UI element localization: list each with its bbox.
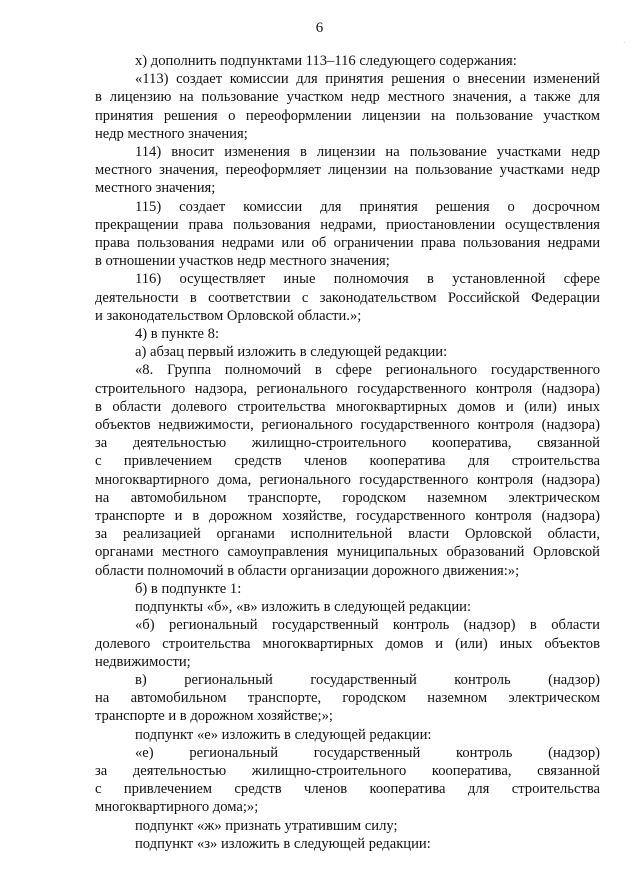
paragraph bbox=[95, 70, 600, 143]
text-line: транспорте и в дорожном хозяйстве, государственного контроля (надзора) bbox=[95, 508, 600, 525]
text-line: недвижимости; bbox=[95, 653, 191, 670]
paragraph bbox=[95, 270, 600, 325]
text-line: а) абзац первый изложить в следующей редакции: bbox=[135, 344, 448, 361]
page-number: 6 bbox=[315, 20, 324, 36]
text-line: б) в подпункте 1: bbox=[135, 580, 242, 597]
text-line: с привлечением средств членов кооператива для строительства bbox=[95, 781, 600, 798]
text-line: 114) вносит изменения в лицензии на пользование участками недр bbox=[135, 144, 600, 161]
paragraph bbox=[95, 726, 600, 744]
text-line: органами местного самоуправления муниципальных образований Орловской bbox=[95, 544, 600, 561]
paragraph bbox=[95, 361, 600, 579]
text-line: в области долевого строительства многоквартирных домов и (или) иных bbox=[95, 398, 600, 415]
paragraph bbox=[95, 616, 600, 671]
text-line: местного значения; bbox=[95, 180, 216, 197]
text-line: за реализацией органами исполнительной власти Орловской области, bbox=[95, 526, 600, 543]
paragraph bbox=[95, 343, 600, 361]
text-line: в) региональный государственный контроль (надзор) bbox=[135, 671, 600, 688]
text-line: многоквартирного дома;»; bbox=[95, 799, 259, 816]
text-line: на автомобильном транспорте, городском наземном электрическом bbox=[95, 690, 600, 707]
text-line: за деятельностью жилищно-строительного кооператива, связанной bbox=[95, 762, 600, 779]
text-line: многоквартирного дома, регионального государственного контроля (надзора) bbox=[95, 471, 600, 488]
text-line: «8. Группа полномочий в сфере регионального государственного bbox=[135, 362, 600, 379]
text-line: деятельности в соответствии с законодательством Российской Федерации bbox=[95, 289, 600, 306]
paragraph bbox=[95, 143, 600, 198]
text-line: подпункт «ж» признать утратившим силу; bbox=[135, 817, 398, 834]
text-line: принятия решения о переоформлении лицензии на пользование участком bbox=[95, 107, 600, 124]
paragraph bbox=[95, 580, 600, 598]
text-line: области полномочий в области организации дорожного движения:»; bbox=[95, 562, 520, 579]
text-line: объектов недвижимости, регионального государственного контроля (надзора) bbox=[95, 417, 600, 434]
margin-mark: · bbox=[623, 39, 626, 47]
paragraph bbox=[95, 198, 600, 271]
text-line: 4) в пункте 8: bbox=[135, 326, 220, 343]
text-line: долевого строительства многоквартирных домов и (или) иных объектов bbox=[95, 635, 600, 652]
text-line: транспорте и в дорожном хозяйстве;»; bbox=[95, 708, 333, 725]
text-line: права пользования недрами или об ограничении права пользования недрами bbox=[95, 235, 600, 252]
text-line: недр местного значения; bbox=[95, 125, 248, 142]
text-line: «113) создает комиссии для принятия решения о внесении изменений bbox=[135, 71, 600, 88]
text-line: на автомобильном транспорте, городском наземном электрическом bbox=[95, 489, 600, 506]
paragraph bbox=[95, 744, 600, 817]
text-line: за деятельностью жилищно-строительного кооператива, связанной bbox=[95, 435, 600, 452]
text-line: «б) региональный государственный контроль (надзор) в области bbox=[135, 617, 600, 634]
paragraph bbox=[95, 817, 600, 835]
text-line: 116) осуществляет иные полномочия в установленной сфере bbox=[135, 271, 600, 288]
text-line: прекращении права пользования недрами, приостановлении осуществления bbox=[95, 216, 600, 233]
text-line: 115) создает комиссии для принятия решения о досрочном bbox=[135, 198, 600, 215]
text-line: подпункт «е» изложить в следующей редакции: bbox=[135, 726, 432, 743]
text-line: местного значения, переоформляет лицензии на пользование участками недр bbox=[95, 162, 600, 179]
paragraph bbox=[95, 325, 600, 343]
text-line: «е) региональный государственный контроль (надзор) bbox=[135, 744, 600, 761]
text-line: подпункт «з» изложить в следующей редакции: bbox=[135, 835, 431, 852]
document-body bbox=[95, 52, 600, 853]
text-line: в отношении участков недр местного значения; bbox=[95, 253, 390, 270]
text-line: с привлечением средств членов кооператива для строительства bbox=[95, 453, 600, 470]
paragraph bbox=[95, 598, 600, 616]
text-line: и законодательством Орловской области.»; bbox=[95, 307, 362, 324]
paragraph bbox=[95, 52, 600, 70]
text-line: х) дополнить подпунктами 113–116 следующего содержания: bbox=[135, 53, 517, 69]
text-line: строительного надзора, регионального государственного контроля (надзора) bbox=[95, 380, 600, 397]
paragraph bbox=[95, 671, 600, 726]
paragraph bbox=[95, 835, 600, 853]
text-line: подпункты «б», «в» изложить в следующей редакции: bbox=[135, 599, 472, 616]
text-line: в лицензию на пользование участком недр местного значения, а также для bbox=[95, 89, 600, 106]
